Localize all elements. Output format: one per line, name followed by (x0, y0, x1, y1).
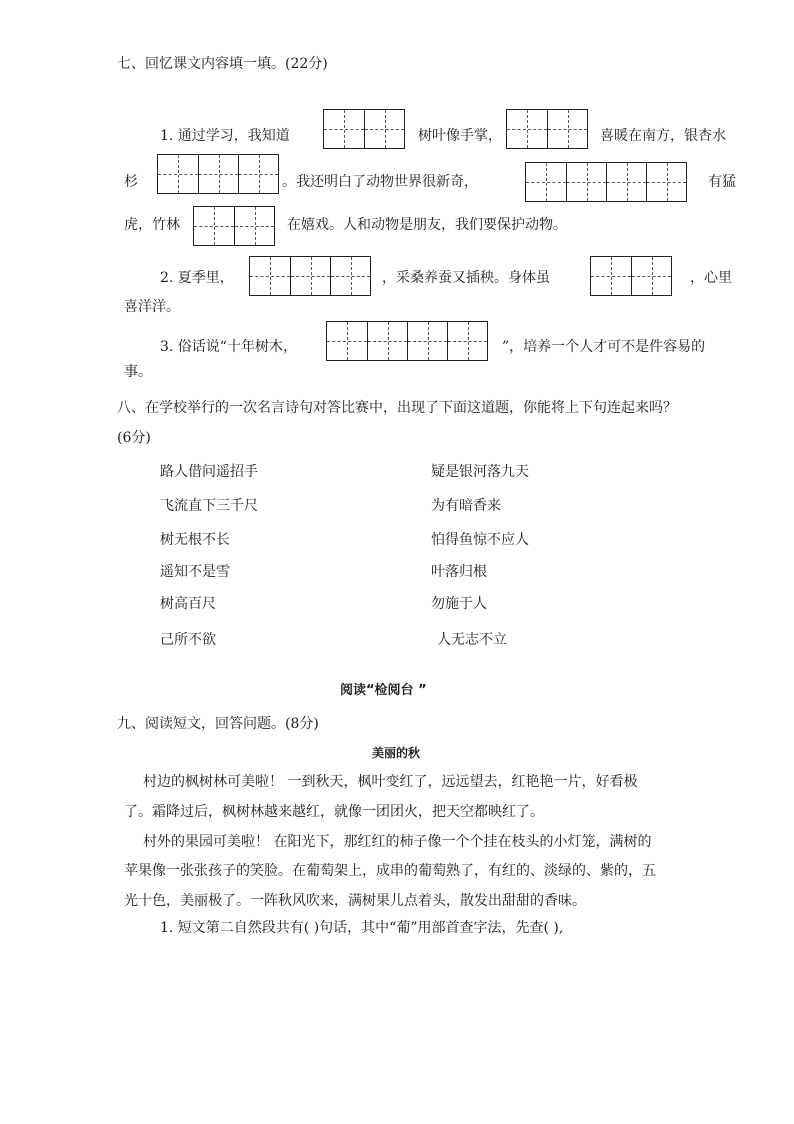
q1-text-3: 喜暖在南方，银杏水 (600, 128, 726, 144)
q1-text-5: 。我还明白了动物世界很新奇， (282, 174, 478, 190)
match-left-item[interactable]: 树无根不长 (160, 532, 230, 548)
reading-header: 阅读“检阅台 ” (340, 683, 427, 698)
section-8-title: 八、在学校举行的一次名言诗句对答比赛中，出现了下面这道题，你能将上下句连起来吗？ (117, 400, 677, 416)
q2-text-2: ，采桑养蚕又插秧。身体虽 (382, 270, 550, 286)
q1-text-8: 在嬉戏。人和动物是朋友，我们要保护动物。 (287, 217, 567, 233)
q1-text-6: 有猛 (708, 174, 736, 190)
passage-title: 美丽的秋 (372, 746, 421, 760)
q2-text-3: ，心里 (690, 270, 732, 286)
blank-grid-4[interactable] (525, 162, 687, 202)
blank-grid-2[interactable] (590, 256, 672, 296)
q2-text-4: 喜洋洋。 (124, 299, 180, 315)
match-left-item[interactable]: 遥知不是雪 (160, 564, 230, 580)
q1-text-2: 树叶像手掌， (418, 128, 502, 144)
match-left-item[interactable]: 飞流直下三千尺 (160, 498, 258, 514)
blank-grid-2[interactable] (323, 109, 405, 149)
section-8-points: (6分) (117, 430, 151, 446)
q1-text-7: 虎，竹林 (124, 217, 180, 233)
blank-grid-2[interactable] (193, 206, 275, 246)
q1-text-4: 杉 (124, 174, 138, 190)
reading-question-1: 1. 短文第二自然段共有( )句话，其中“葡”用部首查字法，先查( ), (160, 920, 564, 936)
blank-grid-3[interactable] (249, 256, 371, 296)
q1-text-1: 1. 通过学习，我知道 (160, 128, 290, 144)
blank-grid-4[interactable] (326, 321, 488, 361)
q3-text-2: ”，培养一个人才可不是件容易的 (502, 339, 706, 355)
match-right-item[interactable]: 怕得鱼惊不应人 (431, 532, 529, 548)
q3-text-3: 事。 (124, 364, 152, 380)
passage-para-1-line-1: 村边的枫树林可美啦！ 一到秋天，枫叶变红了，远远望去，红艳艳一片，好看极 (143, 774, 638, 790)
match-right-item[interactable]: 叶落归根 (431, 564, 487, 580)
q2-text-1: 2. 夏季里， (160, 270, 234, 286)
passage-para-2-line-1: 村外的果园可美啦！ 在阳光下，那红红的柿子像一个个挂在枝头的小灯笼，满树的 (143, 834, 652, 850)
match-left-item[interactable]: 树高百尺 (160, 596, 216, 612)
passage-para-2-line-2: 苹果像一张张孩子的笑脸。在葡萄架上，成串的葡萄熟了，有红的、淡绿的、紫的，五 (124, 863, 656, 879)
blank-grid-3[interactable] (157, 154, 279, 194)
passage-para-2-line-3: 光十色，美丽极了。一阵秋风吹来，满树果儿点着头，散发出甜甜的香味。 (124, 893, 586, 909)
blank-grid-2[interactable] (506, 109, 588, 149)
match-right-item[interactable]: 勿施于人 (431, 596, 487, 612)
match-left-item[interactable]: 路人借问遥招手 (160, 464, 258, 480)
q3-text-1: 3. 俗话说“十年树木， (160, 339, 297, 355)
match-left-item[interactable]: 己所不欲 (160, 632, 216, 648)
match-right-item[interactable]: 人无志不立 (437, 632, 507, 648)
section-9-title: 九、阅读短文，回答问题。(8分) (117, 716, 319, 732)
match-right-item[interactable]: 为有暗香来 (431, 498, 501, 514)
match-right-item[interactable]: 疑是银河落九天 (431, 464, 529, 480)
passage-para-1-line-2: 了。霜降过后，枫树林越来越红，就像一团团火，把天空都映红了。 (124, 804, 544, 820)
section-7-title: 七、回忆课文内容填一填。(22分) (117, 56, 328, 72)
